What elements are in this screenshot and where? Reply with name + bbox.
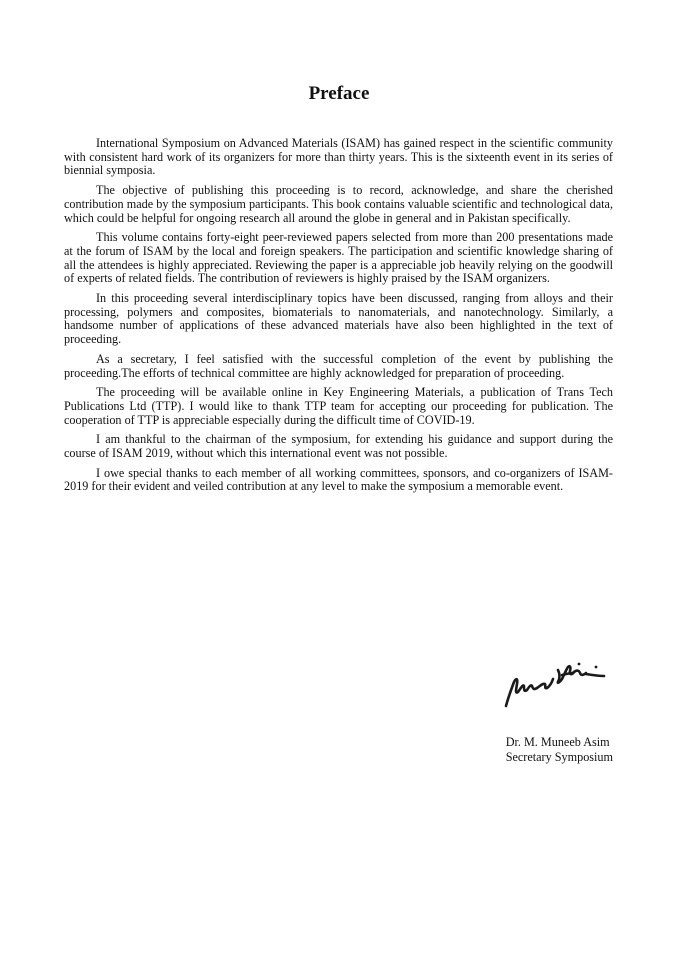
paragraph-4: In this proceeding several interdisciplinary topics have been discussed, ranging from alloys and their processing, polymers and composites, biomaterials to nanomaterials, and nanotechnology. Similarly, a handsome number of applications of these advanced materials have also been highlighted in the text of proceeding. (64, 291, 613, 347)
preface-body (64, 137, 613, 500)
signature-block (506, 735, 613, 765)
paragraph-8: I owe special thanks to each member of all working committees, sponsors, and co-organizers of ISAM-2019 for their evident and veiled contribution at any level to make the symposium a memorable event. (64, 465, 613, 494)
paragraph-3: This volume contains forty-eight peer-reviewed papers selected from more than 200 presentations made at the forum of ISAM by the local and foreign speakers. The participation and scientific knowledge sharing of all the attendees is highly appreciated. Reviewing the paper is a appreciable job heavily relying on the goodwill of experts of related fields. The contribution of reviewers is highly praised by the ISAM organizers. (64, 230, 613, 286)
page-title: Preface (308, 83, 370, 104)
paragraph-2: The objective of publishing this proceeding is to record, acknowledge, and share the cherished contribution made by the symposium participants. This book contains valuable scientific and technological data, which could be helpful for ongoing research all around the globe in general and in Pakistan specifically. (64, 183, 613, 225)
paragraph-1: International Symposium on Advanced Materials (ISAM) has gained respect in the scientific community with consistent hard work of its organizers for more than thirty years. This is the sixteenth event in its series of biennial symposia. (64, 136, 613, 178)
paragraph-6: The proceeding will be available online in Key Engineering Materials, a publication of Trans Tech Publications Ltd (TTP). I would like to thank TTP team for accepting our proceeding for publication. The cooperation of TTP is appreciable especially during the difficult time of COVID-19. (64, 385, 613, 427)
signatory-name: Dr. M. Muneeb Asim (505, 735, 610, 749)
handwritten-signature (500, 648, 608, 712)
paragraph-5: As a secretary, I feel satisfied with the successful completion of the event by publishing the proceeding.The efforts of technical committee are highly acknowledged for preparation of proceeding. (64, 351, 613, 380)
signatory-role: Secretary Symposium (505, 750, 613, 764)
paragraph-7: I am thankful to the chairman of the symposium, for extending his guidance and support during the course of ISAM 2019, without which this international event was not possible. (64, 432, 613, 461)
